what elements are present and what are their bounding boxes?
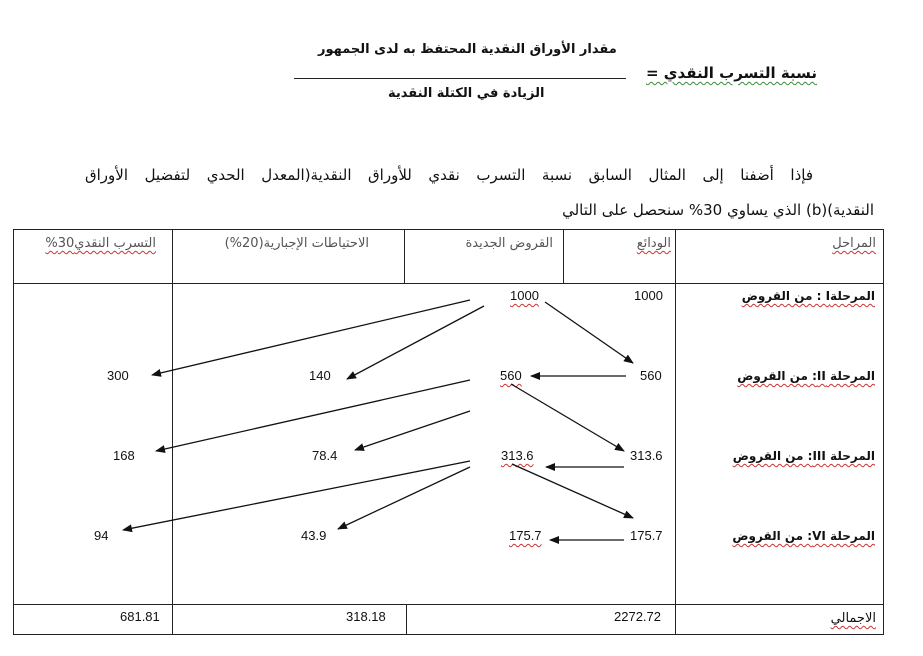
header-leakage: التسرب النقدي30%	[45, 236, 156, 251]
reserve-value: 43.9	[301, 528, 327, 543]
arrow-loan-to-leakage	[152, 300, 470, 375]
header-deposits: الودائع	[636, 236, 671, 251]
stage-label: المرحلة III: من القروض	[732, 449, 875, 463]
leakage-value: 94	[94, 528, 109, 543]
total-deposits-loans: 2272.72	[614, 609, 661, 624]
new-loan-value: 175.7	[509, 528, 542, 543]
reserve-value: 78.4	[312, 448, 338, 463]
deposit-value: 1000	[634, 288, 663, 303]
formula-lhs: نسبة التسرب النقدي =	[646, 64, 818, 82]
total-reserves: 318.18	[346, 609, 386, 624]
reserve-value: 140	[309, 368, 331, 383]
new-loan-value: 1000	[510, 288, 539, 303]
deposit-value: 313.6	[630, 448, 663, 463]
arrow-loan-to-leakage	[123, 461, 470, 530]
deposit-value: 560	[640, 368, 662, 383]
header-new-loans: القروض الجديدة	[465, 236, 553, 251]
stage-label: المرحلة VI: من القروض	[732, 529, 875, 543]
header-reserves: الاحتياطات الإجبارية(20%)	[224, 236, 369, 251]
new-loan-value: 313.6	[501, 448, 534, 463]
stage-label: المرحلةI : من القروض	[741, 289, 875, 303]
totals-label: الاجمالي	[830, 611, 876, 626]
paragraph-line-2: النقدية)(b) الذي يساوي 30% سنحصل على التالي	[562, 201, 874, 219]
header-stages: المراحل	[832, 236, 876, 251]
arrow-loan-to-reserve	[338, 467, 470, 529]
formula-numerator: مقدار الأوراق النقدية المحتفظ به لدى الجمهور	[318, 42, 617, 57]
leakage-value: 168	[113, 448, 135, 463]
deposit-value: 175.7	[630, 528, 663, 543]
total-leakage: 681.81	[120, 609, 160, 624]
arrow-loan-to-reserve	[347, 306, 484, 379]
arrow-loan-to-deposit	[512, 464, 633, 518]
stage-label: المرحلة II: من القروض	[737, 369, 875, 383]
paragraph-line-1: فإذا أضفنا إلى المثال السابق نسبة التسرب نقدي للأوراق النقدية(المعدل الحدي لتفضيل الأوراق	[85, 166, 813, 184]
arrow-loan-to-deposit	[511, 384, 624, 451]
arrow-loan-to-reserve	[355, 411, 470, 450]
arrow-loan-to-leakage	[156, 380, 470, 451]
formula-denominator: الزيادة في الكتلة النقدية	[388, 86, 545, 101]
leakage-value: 300	[107, 368, 129, 383]
new-loan-value: 560	[500, 368, 522, 383]
arrow-loan-to-deposit	[545, 302, 633, 363]
